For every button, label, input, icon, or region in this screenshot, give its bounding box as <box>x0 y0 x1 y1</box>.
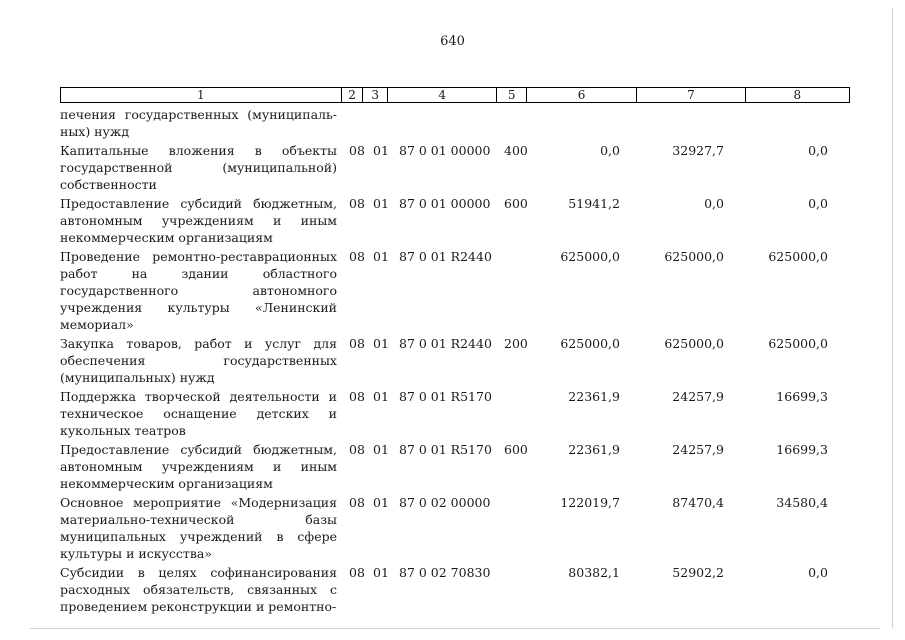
row-section: 08 <box>349 249 365 264</box>
row-subsection: 01 <box>373 196 389 211</box>
row-value-6 <box>530 106 642 140</box>
row-code: 87 0 01 00000 <box>399 143 491 158</box>
row-code: 87 0 02 00000 <box>399 495 491 510</box>
row-section: 08 <box>349 565 365 580</box>
row-expense-type: 200 <box>504 336 528 351</box>
row-name: Закупка товаров, работ и услуг для обеспечения государственных (муниципальных) нужд <box>60 336 337 385</box>
row-subsection: 01 <box>373 389 389 404</box>
row-value-6: 80382,1 <box>568 565 620 580</box>
table-row <box>60 248 850 333</box>
row-expense-type <box>498 564 530 615</box>
row-value-6: 625000,0 <box>560 336 620 351</box>
table-body <box>60 106 850 617</box>
row-expense-type: 400 <box>504 143 528 158</box>
row-section <box>343 106 373 140</box>
row-name: Капитальные вложения в объекты государственной (муниципальной) собственности <box>60 143 337 192</box>
row-name: печения государственных (муниципаль-ных) нужд <box>60 107 337 139</box>
row-value-6: 22361,9 <box>568 442 620 457</box>
row-value-8: 625000,0 <box>768 249 828 264</box>
row-value-6: 22361,9 <box>568 389 620 404</box>
row-code: 87 0 01 R2440 <box>399 336 492 351</box>
row-value-7: 0,0 <box>704 196 724 211</box>
table-row <box>60 195 850 246</box>
row-value-6: 0,0 <box>600 143 620 158</box>
row-code: 87 0 01 00000 <box>399 196 491 211</box>
row-value-7: 87470,4 <box>672 495 724 510</box>
row-code: 87 0 01 R5170 <box>399 389 492 404</box>
row-code: 87 0 02 70830 <box>399 565 491 580</box>
row-section: 08 <box>349 143 365 158</box>
row-name: Проведение ремонтно-реставрационных работ на здании областного государственного автономного учреждения культуры «Ленинский мемориал» <box>60 249 337 332</box>
row-section: 08 <box>349 495 365 510</box>
row-subsection: 01 <box>373 495 389 510</box>
row-subsection: 01 <box>373 249 389 264</box>
row-expense-type <box>498 248 530 333</box>
row-name: Предоставление субсидий бюджетным, автономным учреждениям и иным некоммерческим организациям <box>60 196 337 245</box>
row-value-8: 34580,4 <box>776 495 828 510</box>
row-value-8: 0,0 <box>808 196 828 211</box>
row-section: 08 <box>349 442 365 457</box>
row-value-8: 0,0 <box>808 143 828 158</box>
row-expense-type <box>498 106 530 140</box>
row-subsection: 01 <box>373 143 389 158</box>
row-value-8: 0,0 <box>808 565 828 580</box>
page-number: 640 <box>440 34 465 49</box>
row-value-6: 122019,7 <box>560 495 620 510</box>
row-value-7 <box>642 106 752 140</box>
row-value-7: 52902,2 <box>672 565 724 580</box>
row-subsection <box>373 106 395 140</box>
page-bottom-edge <box>30 628 880 629</box>
table-row <box>60 564 850 615</box>
row-value-8 <box>752 106 850 140</box>
row-value-6: 51941,2 <box>568 196 620 211</box>
row-name: Предоставление субсидий бюджетным, автономным учреждениям и иным некоммерческим организациям <box>60 442 337 491</box>
row-subsection: 01 <box>373 442 389 457</box>
row-value-7: 24257,9 <box>672 389 724 404</box>
row-value-8: 16699,3 <box>776 389 828 404</box>
row-value-8: 625000,0 <box>768 336 828 351</box>
row-code: 87 0 01 R5170 <box>399 442 492 457</box>
row-value-6: 625000,0 <box>560 249 620 264</box>
header-cell-3: 3 <box>363 88 388 102</box>
row-section: 08 <box>349 336 365 351</box>
table-row <box>60 106 850 140</box>
row-expense-type <box>498 494 530 562</box>
header-cell-6: 6 <box>527 88 637 102</box>
row-value-7: 625000,0 <box>664 249 724 264</box>
header-cell-1: 1 <box>61 88 342 102</box>
row-code <box>395 106 498 140</box>
row-subsection: 01 <box>373 565 389 580</box>
row-expense-type: 600 <box>504 442 528 457</box>
row-subsection: 01 <box>373 336 389 351</box>
table-header <box>60 87 850 103</box>
row-code: 87 0 01 R2440 <box>399 249 492 264</box>
table-row <box>60 388 850 439</box>
row-value-7: 32927,7 <box>672 143 724 158</box>
header-cell-7: 7 <box>637 88 745 102</box>
table-row <box>60 494 850 562</box>
row-name: Субсидии в целях софинансирования расходных обязательств, связанных с проведением реконструкции и ремонтно- <box>60 565 337 614</box>
header-cell-2: 2 <box>342 88 364 102</box>
row-name: Основное мероприятие «Модернизация материально-технической базы муниципальных учреждений в сфере культуры и искусства» <box>60 495 337 561</box>
table-row <box>60 142 850 193</box>
row-value-7: 625000,0 <box>664 336 724 351</box>
row-section: 08 <box>349 389 365 404</box>
row-value-8: 16699,3 <box>776 442 828 457</box>
table-row <box>60 441 850 492</box>
row-expense-type: 600 <box>504 196 528 211</box>
row-section: 08 <box>349 196 365 211</box>
row-name: Поддержка творческой деятельности и техническое оснащение детских и кукольных театров <box>60 389 337 438</box>
row-expense-type <box>498 388 530 439</box>
header-cell-4: 4 <box>388 88 497 102</box>
table-row <box>60 335 850 386</box>
header-cell-8: 8 <box>793 88 802 102</box>
row-value-7: 24257,9 <box>672 442 724 457</box>
header-cell-5: 5 <box>497 88 527 102</box>
